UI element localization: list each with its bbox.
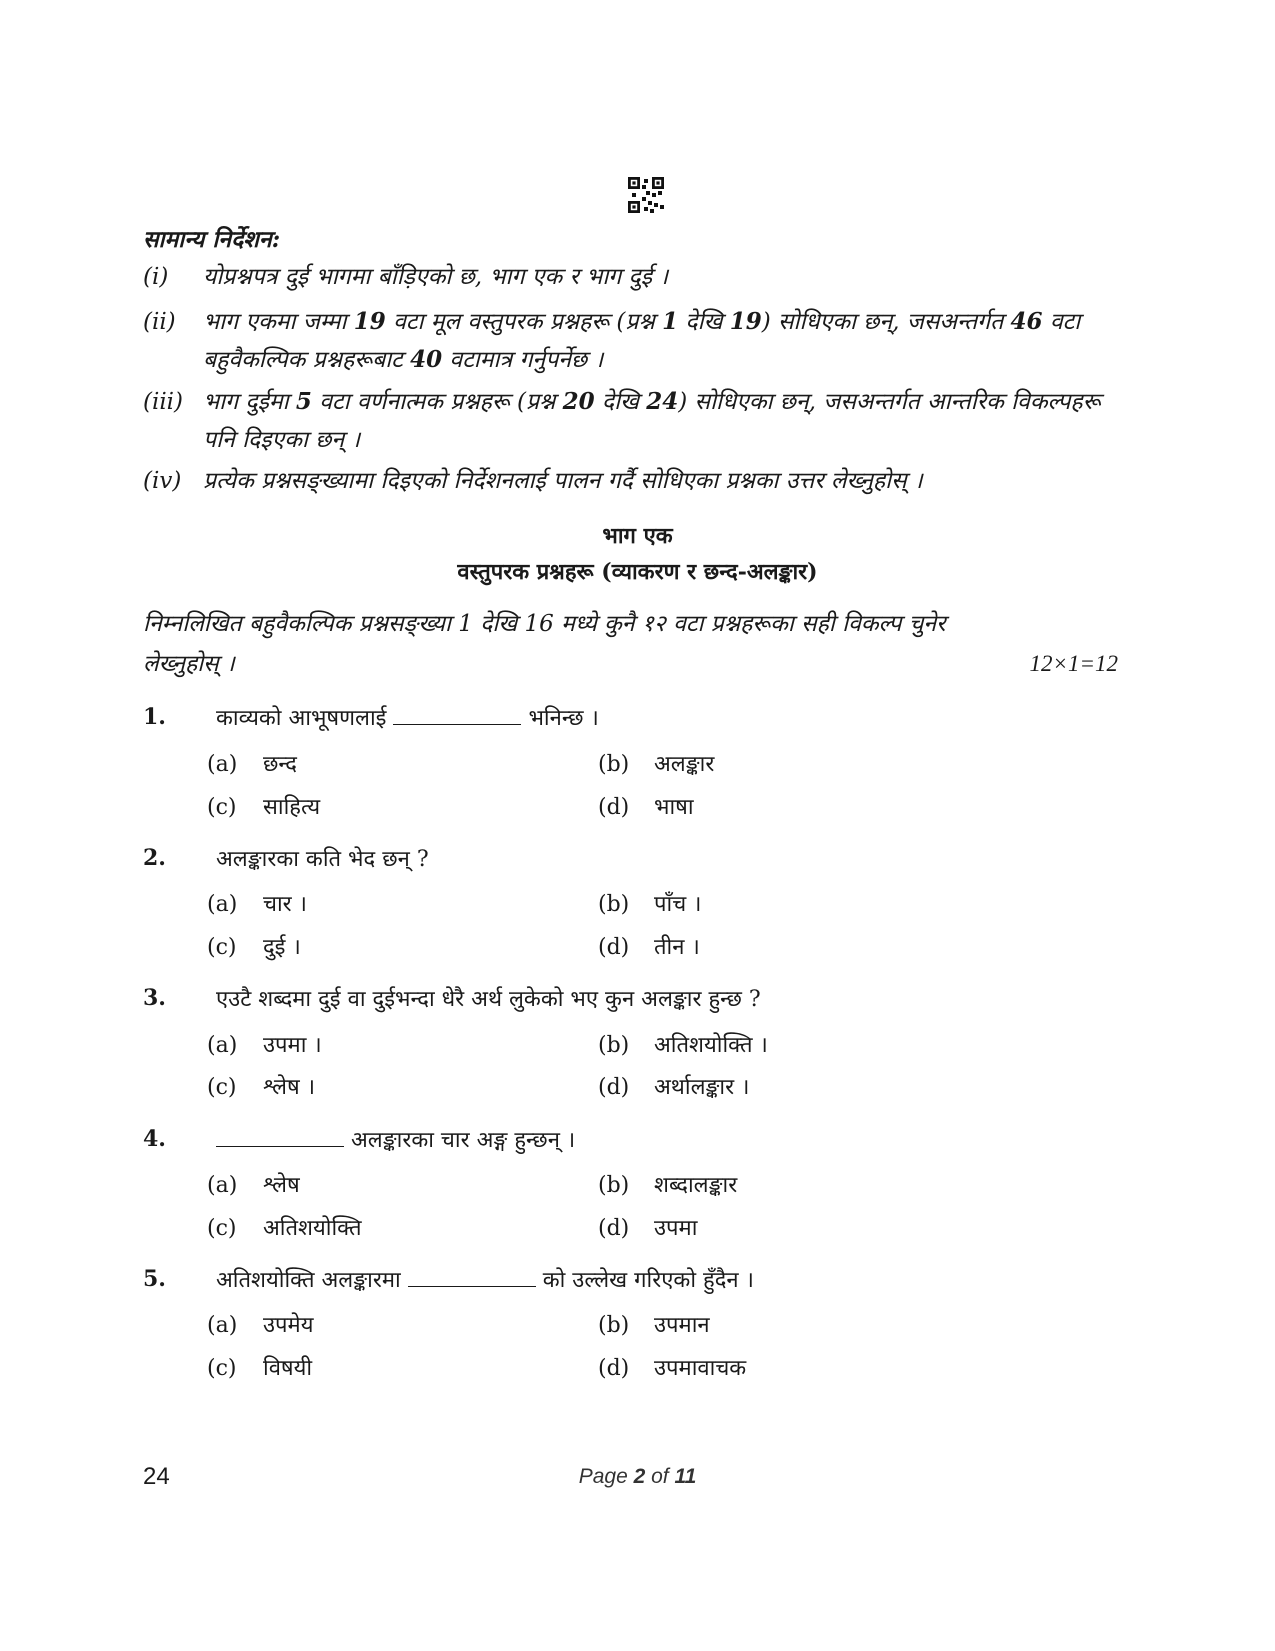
section-instruction	[143, 604, 1118, 684]
question-number: 4.	[143, 1126, 166, 1152]
option: (d) उपमावाचक	[598, 1356, 747, 1381]
option: (a) श्लेष	[207, 1173, 300, 1198]
marks-label: 12×1=12	[1029, 651, 1118, 676]
item-text: भाग दुईमा 5 वटा वर्णनात्मक प्रश्नहरू (प्रश्न 20 देखि 24) सोधिएका छन्, जसअन्तर्गत आन्तरिक विकल्पहरू पनि दिइएका छन् ।	[203, 388, 1101, 453]
page-indicator: Page 2 of 11	[578, 1465, 697, 1488]
general-instruction-item	[143, 258, 1118, 296]
item-number: (iii)	[143, 389, 184, 415]
answer-blank	[216, 1126, 344, 1147]
question-number: 5.	[143, 1266, 166, 1292]
option: (c) दुई ।	[207, 935, 301, 960]
answer-blank	[408, 1266, 536, 1287]
option: (d) उपमा	[598, 1216, 698, 1241]
option: (b) अतिशयोक्ति ।	[598, 1033, 768, 1058]
general-instructions-title: सामान्य निर्देशन:	[143, 226, 281, 253]
question-number: 3.	[143, 985, 166, 1011]
option: (a) उपमा ।	[207, 1033, 322, 1058]
question-text: अलङ्कारका कति भेद छन् ?	[216, 847, 429, 872]
option: (a) छन्द	[207, 752, 297, 777]
instruction-text: निम्नलिखित बहुवैकल्पिक प्रश्नसङ्ख्या 1 देखि 16 मध्ये कुनै १२ वटा प्रश्नहरूका सही विकल्प चुनेर लेख्नुहोस् ।	[143, 611, 946, 677]
item-number: (iv)	[143, 468, 182, 494]
option: (b) शब्दालङ्कार	[598, 1173, 738, 1198]
general-instruction-item	[143, 383, 1118, 459]
question-number: 1.	[143, 704, 166, 730]
item-text: प्रत्येक प्रश्नसङ्ख्यामा दिइएको निर्देशनलाई पालन गर्दै सोधिएका प्रश्नका उत्तर लेख्नुहोस् ।	[203, 468, 923, 494]
item-number: (i)	[143, 264, 169, 290]
question-text: काव्यको आभूषणलाई भनिन्छ ।	[216, 706, 599, 731]
option: (b) अलङ्कार	[598, 752, 715, 777]
option: (b) उपमान	[598, 1313, 710, 1338]
option: (c) विषयी	[207, 1356, 313, 1381]
option: (b) पाँच ।	[598, 892, 702, 917]
item-number: (ii)	[143, 309, 176, 335]
question-text: एउटै शब्दमा दुई वा दुईभन्दा धेरै अर्थ लुकेको भए कुन अलङ्कार हुन्छ ?	[216, 987, 761, 1012]
option: (d) अर्थालङ्कार ।	[598, 1075, 750, 1100]
section-title: भाग एक	[602, 523, 673, 549]
option: (d) भाषा	[598, 795, 694, 820]
item-text: भाग एकमा जम्मा 19 वटा मूल वस्तुपरक प्रश्नहरू (प्रश्न 1 देखि 19) सोधिएका छन्, जसअन्तर्गत 46 वटा बहुवैकल्पिक प्रश्नहरूबाट 40 वटामात्र गर्नुपर्नेछ ।	[203, 308, 1081, 373]
option: (c) श्लेष ।	[207, 1075, 316, 1100]
question-text: अतिशयोक्ति अलङ्कारमा को उल्लेख गरिएको हुँदैन ।	[216, 1268, 754, 1293]
option: (a) उपमेय	[207, 1313, 314, 1338]
section-subtitle: वस्तुपरक प्रश्नहरू (व्याकरण र छन्द-अलङ्कार)	[457, 559, 818, 585]
paper-code: 24	[143, 1463, 170, 1490]
option: (d) तीन ।	[598, 935, 700, 960]
question-number: 2.	[143, 845, 166, 871]
general-instruction-item	[143, 303, 1118, 379]
general-instruction-item	[143, 462, 1118, 500]
answer-blank	[393, 704, 521, 725]
option: (a) चार ।	[207, 892, 307, 917]
item-text: योप्रश्नपत्र दुई भागमा बाँड़िएको छ, भाग एक र भाग दुई ।	[203, 264, 669, 290]
option: (c) अतिशयोक्ति	[207, 1216, 362, 1241]
question-text: अलङ्कारका चार अङ्ग हुन्छन् ।	[216, 1124, 575, 1154]
qr-code-icon	[628, 177, 664, 213]
option: (c) साहित्य	[207, 795, 321, 820]
